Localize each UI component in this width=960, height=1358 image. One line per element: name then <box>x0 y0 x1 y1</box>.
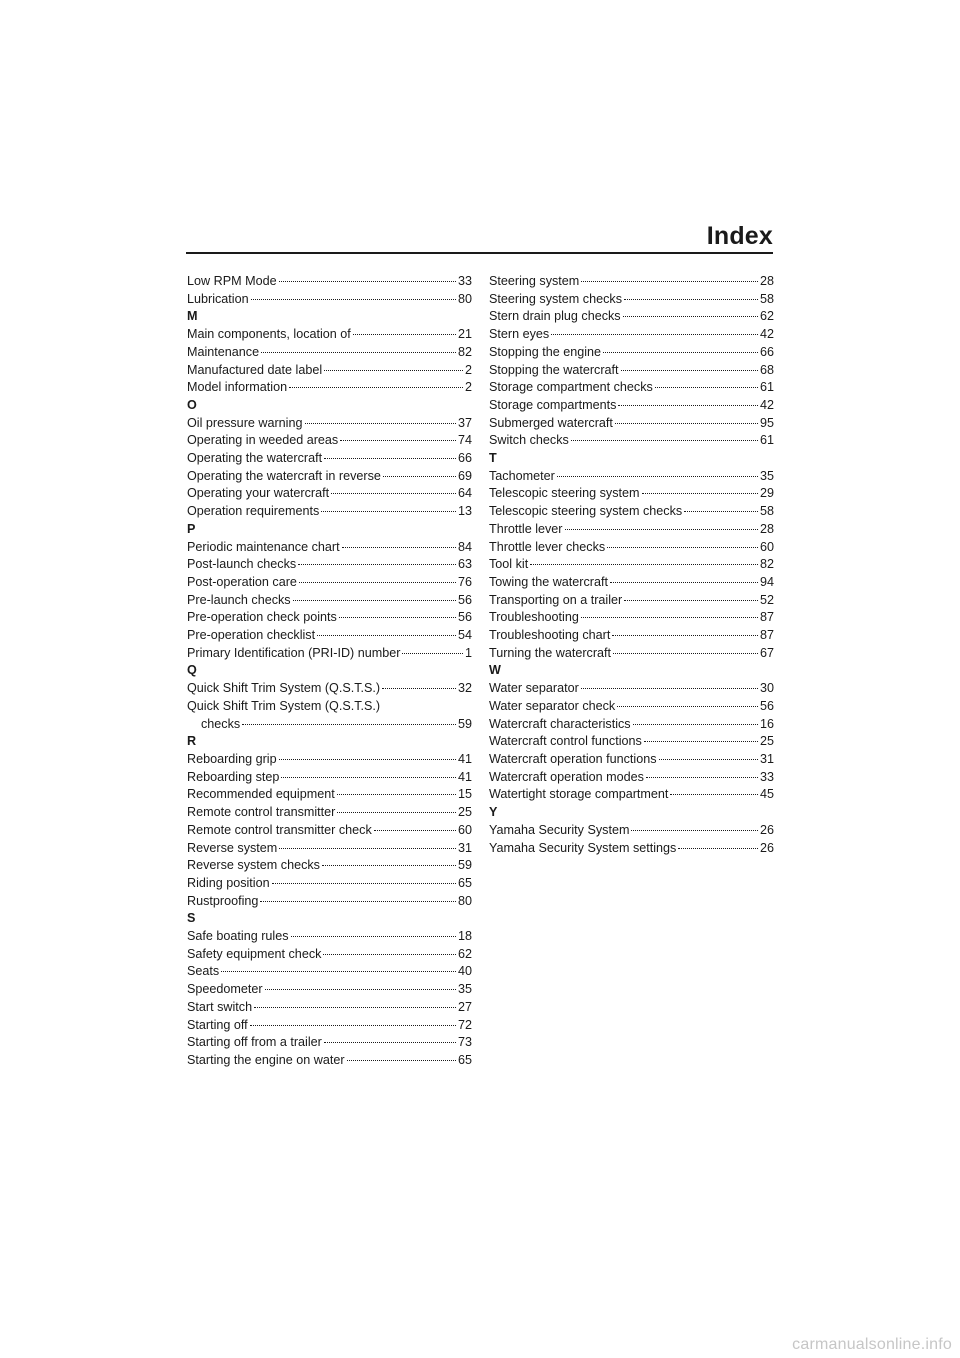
index-entry-page: 54 <box>457 628 472 643</box>
index-entry-page: 26 <box>759 840 774 855</box>
index-entry <box>187 291 472 309</box>
leader-dots <box>557 476 758 477</box>
index-letter-heading: M <box>187 309 198 324</box>
index-entry-page: 82 <box>759 557 774 572</box>
index-entry-label: Reboarding step <box>187 769 280 784</box>
index-entry-label: Operating the watercraft <box>187 451 323 466</box>
watermark: carmanualsonline.info <box>792 1336 952 1353</box>
index-entry-page: 15 <box>457 787 472 802</box>
index-entry <box>489 485 774 503</box>
index-entry-page: 94 <box>759 574 774 589</box>
index-entry-page: 80 <box>457 291 472 306</box>
index-entry <box>489 627 774 645</box>
leader-dots <box>530 564 758 565</box>
index-entry <box>489 539 774 557</box>
index-entry <box>187 415 472 433</box>
leader-dots <box>571 440 758 441</box>
leader-dots <box>324 1042 456 1043</box>
leader-dots <box>607 547 758 548</box>
index-entry <box>187 362 472 380</box>
leader-dots <box>347 1060 456 1061</box>
index-entry-page: 63 <box>457 557 472 572</box>
index-entry-page: 41 <box>457 769 472 784</box>
leader-dots <box>317 635 456 636</box>
index-entry-page: 95 <box>759 415 774 430</box>
index-entry-page: 31 <box>457 840 472 855</box>
index-entry-page: 62 <box>759 309 774 324</box>
leader-dots <box>624 299 758 300</box>
index-entry <box>489 592 774 610</box>
leader-dots <box>337 794 456 795</box>
index-letter-heading: W <box>489 663 501 678</box>
index-entry <box>489 521 774 539</box>
index-letter-heading: Y <box>489 805 498 820</box>
leader-dots <box>251 299 456 300</box>
leader-dots <box>684 511 758 512</box>
index-entry <box>187 1034 472 1052</box>
leader-dots <box>603 352 758 353</box>
index-entry <box>489 786 774 804</box>
leader-dots <box>272 883 456 884</box>
leader-dots <box>324 458 456 459</box>
index-entry-page: 65 <box>457 1052 472 1067</box>
index-entry-page: 68 <box>759 362 774 377</box>
index-entry <box>489 415 774 433</box>
leader-dots <box>402 653 463 654</box>
index-entry <box>187 857 472 875</box>
index-entry <box>489 503 774 521</box>
index-entry-label: Oil pressure warning <box>187 415 303 430</box>
leader-dots <box>342 547 456 548</box>
index-entry-page: 41 <box>457 751 472 766</box>
index-entry <box>489 751 774 769</box>
index-entry-label: Starting off <box>187 1017 248 1032</box>
index-entry <box>187 946 472 964</box>
index-entry <box>489 291 774 309</box>
index-entry-page: 61 <box>759 380 774 395</box>
leader-dots <box>291 936 456 937</box>
index-entry-page: 30 <box>759 681 774 696</box>
index-entry-label: Starting the engine on water <box>187 1052 345 1067</box>
leader-dots <box>613 653 758 654</box>
leader-dots <box>581 688 758 689</box>
index-entry-label: Telescopic steering system checks <box>489 504 683 519</box>
index-entry-page: 80 <box>457 893 472 908</box>
index-entry <box>187 379 472 397</box>
index-entry-label: Lubrication <box>187 291 249 306</box>
leader-dots <box>324 370 463 371</box>
index-entry-page: 31 <box>759 751 774 766</box>
index-entry <box>489 397 774 415</box>
index-entry-page: 82 <box>457 344 472 359</box>
leader-dots <box>374 830 456 831</box>
index-entry-label: Watercraft operation functions <box>489 751 657 766</box>
index-letter-heading: R <box>187 734 197 749</box>
index-entry <box>187 1052 472 1070</box>
leader-dots <box>565 529 758 530</box>
index-entry-label: Steering system <box>489 274 580 288</box>
leader-dots <box>305 423 456 424</box>
leader-dots <box>254 1007 456 1008</box>
index-entry <box>187 928 472 946</box>
page-title: Index <box>706 222 773 250</box>
leader-dots <box>298 564 456 565</box>
index-entry-page: 72 <box>457 1017 472 1032</box>
leader-dots <box>339 617 456 618</box>
index-entry <box>187 344 472 362</box>
index-entry-label: Towing the watercraft <box>489 574 608 589</box>
title-rule <box>186 252 773 254</box>
index-entry-label: Steering system checks <box>489 291 622 306</box>
leader-dots <box>299 582 456 583</box>
index-entry <box>187 981 472 999</box>
index-entry-label: Submerged watercraft <box>489 415 613 430</box>
index-entry-page: 56 <box>457 610 472 625</box>
index-column-right <box>489 273 774 857</box>
index-entry-label: Seats <box>187 964 220 979</box>
index-entry <box>489 645 774 663</box>
leader-dots <box>610 582 758 583</box>
index-letter-heading: P <box>187 521 196 536</box>
index-entry-label: Remote control transmitter <box>187 805 336 820</box>
index-entry-page: 66 <box>759 344 774 359</box>
leader-dots <box>624 600 758 601</box>
index-entry <box>187 1017 472 1035</box>
index-entry-page: 2 <box>464 362 472 377</box>
index-entry-label: Turning the watercraft <box>489 645 612 660</box>
index-entry-page: 76 <box>457 574 472 589</box>
index-entry-page: 61 <box>759 433 774 448</box>
index-entry-label: Watercraft characteristics <box>489 716 631 731</box>
index-entry <box>489 379 774 397</box>
leader-dots <box>383 476 456 477</box>
leader-dots <box>260 901 456 902</box>
index-entry <box>187 609 472 627</box>
index-entry-label: Maintenance <box>187 344 260 359</box>
index-entry-label: Safe boating rules <box>187 929 289 944</box>
leader-dots <box>331 493 456 494</box>
leader-dots <box>646 777 758 778</box>
leader-dots <box>279 281 456 282</box>
index-entry <box>489 344 774 362</box>
index-entry-page: 13 <box>457 504 472 519</box>
index-entry <box>489 273 774 291</box>
index-entry-label: Manufactured date label <box>187 362 323 377</box>
index-entry <box>187 273 472 291</box>
index-entry <box>489 716 774 734</box>
index-entry-label: Throttle lever <box>489 521 563 536</box>
leader-dots <box>581 617 758 618</box>
index-entry-label: Quick Shift Trim System (Q.S.T.S.) <box>187 681 381 696</box>
leader-dots <box>265 989 456 990</box>
index-entry <box>489 468 774 486</box>
index-entry-label: Storage compartments <box>489 397 617 412</box>
index-entry-label: Operating your watercraft <box>187 486 330 501</box>
index-letter-heading: O <box>187 397 197 412</box>
index-entry <box>489 308 774 326</box>
index-entry-label: Post-launch checks <box>187 557 297 572</box>
leader-dots <box>581 281 758 282</box>
leader-dots <box>279 759 456 760</box>
leader-dots <box>621 370 758 371</box>
index-entry-label: Troubleshooting <box>489 610 579 625</box>
leader-dots <box>642 493 758 494</box>
index-entry-page: 45 <box>759 787 774 802</box>
leader-dots <box>293 600 456 601</box>
index-entry-label: Troubleshooting chart <box>489 628 611 643</box>
index-entry-label: Water separator <box>489 681 579 696</box>
index-entry-page: 59 <box>457 716 472 731</box>
leader-dots <box>644 741 758 742</box>
index-entry-label: Riding position <box>187 875 270 890</box>
index-entry-label: Low RPM Mode <box>187 274 277 288</box>
index-entry <box>187 556 472 574</box>
index-entry <box>187 822 472 840</box>
leader-dots <box>261 352 456 353</box>
index-entry-label: Starting off from a trailer <box>187 1035 322 1050</box>
index-entry-page: 74 <box>457 433 472 448</box>
index-entry-label: Watercraft operation modes <box>489 769 644 784</box>
index-entry <box>489 733 774 751</box>
index-entry <box>489 432 774 450</box>
index-entry-label: Watertight storage compartment <box>489 787 669 802</box>
index-entry-page: 42 <box>759 397 774 412</box>
index-entry-label: Water separator check <box>489 698 616 713</box>
index-entry-page: 66 <box>457 451 472 466</box>
index-entry <box>187 592 472 610</box>
index-entry <box>187 999 472 1017</box>
index-entry <box>187 645 472 663</box>
index-entry-label: Throttle lever checks <box>489 539 606 554</box>
index-entry-page: 62 <box>457 946 472 961</box>
leader-dots <box>281 777 456 778</box>
index-entry <box>489 840 774 858</box>
leader-dots <box>242 724 456 725</box>
index-entry-label: Post-operation care <box>187 574 297 589</box>
index-entry <box>187 468 472 486</box>
leader-dots <box>353 334 456 335</box>
leader-dots <box>655 387 758 388</box>
index-entry-page: 42 <box>759 327 774 342</box>
leader-dots <box>618 405 758 406</box>
index-entry-page: 52 <box>759 592 774 607</box>
index-entry-page: 28 <box>759 274 774 288</box>
leader-dots <box>670 794 758 795</box>
leader-dots <box>221 971 456 972</box>
index-entry <box>187 432 472 450</box>
index-entry-page: 73 <box>457 1035 472 1050</box>
index-entry <box>489 326 774 344</box>
leader-dots <box>615 423 758 424</box>
leader-dots <box>382 688 456 689</box>
index-entry-label: Operating in weeded areas <box>187 433 339 448</box>
index-entry-label: Storage compartment checks <box>489 380 653 395</box>
index-entry-page: 27 <box>457 999 472 1014</box>
index-entry <box>187 450 472 468</box>
index-entry-label: Speedometer <box>187 982 263 997</box>
index-entry-label: Stern eyes <box>489 327 550 342</box>
index-entry-label: Switch checks <box>489 433 569 448</box>
index-entry-page: 58 <box>759 291 774 306</box>
index-entry-label: Reboarding grip <box>187 751 277 766</box>
index-entry-page: 16 <box>759 716 774 731</box>
index-entry <box>187 751 472 769</box>
index-entry <box>489 680 774 698</box>
index-entry-page: 65 <box>457 875 472 890</box>
index-entry-label: Watercraft control functions <box>489 734 642 749</box>
index-entry-label: Quick Shift Trim System (Q.S.T.S.) <box>187 698 381 713</box>
index-entry-page: 29 <box>759 486 774 501</box>
index-entry <box>187 840 472 858</box>
index-entry-label: Telescopic steering system <box>489 486 640 501</box>
index-entry <box>187 893 472 911</box>
index-entry <box>187 680 472 698</box>
leader-dots <box>323 954 456 955</box>
index-entry-label: Stopping the engine <box>489 344 602 359</box>
index-entry <box>187 539 472 557</box>
index-entry-page: 35 <box>759 468 774 483</box>
index-entry <box>489 556 774 574</box>
index-entry-label: Yamaha Security System <box>489 822 630 837</box>
index-entry <box>187 769 472 787</box>
index-entry-label: Operating the watercraft in reverse <box>187 468 381 483</box>
index-entry-label: Stopping the watercraft <box>489 362 619 377</box>
leader-dots <box>250 1025 456 1026</box>
index-entry <box>187 963 472 981</box>
index-entry-page: 64 <box>457 486 472 501</box>
index-entry-page: 33 <box>457 274 472 288</box>
index-entry-label: Pre-operation checklist <box>187 628 316 643</box>
index-entry <box>187 485 472 503</box>
leader-dots <box>337 812 456 813</box>
leader-dots <box>631 830 758 831</box>
index-entry-label: Reverse system checks <box>187 858 320 873</box>
leader-dots <box>551 334 758 335</box>
index-entry-label: Pre-operation check points <box>187 610 337 625</box>
index-entry-page: 69 <box>457 468 472 483</box>
index-letter-heading: S <box>187 911 196 926</box>
leader-dots <box>279 848 456 849</box>
index-entry-page: 84 <box>457 539 472 554</box>
index-entry <box>489 698 774 716</box>
index-entry <box>489 574 774 592</box>
index-entry-continuation <box>187 716 472 734</box>
index-entry-page: 59 <box>457 858 472 873</box>
index-entry-page: 87 <box>759 610 774 625</box>
leader-dots <box>623 316 758 317</box>
index-entry <box>187 627 472 645</box>
leader-dots <box>612 635 758 636</box>
index-entry-label: Reverse system <box>187 840 278 855</box>
index-entry-page: 87 <box>759 628 774 643</box>
index-entry-page: 25 <box>759 734 774 749</box>
leader-dots <box>678 848 758 849</box>
leader-dots <box>289 387 463 388</box>
index-entry-page: 25 <box>457 805 472 820</box>
index-entry-label: Tachometer <box>489 468 555 483</box>
index-entry <box>187 786 472 804</box>
index-entry <box>187 574 472 592</box>
index-entry-page: 28 <box>759 521 774 536</box>
index-entry-page: 21 <box>457 327 472 342</box>
index-column-left <box>187 273 472 1070</box>
index-entry-page: 32 <box>457 681 472 696</box>
index-entry-label: Tool kit <box>489 557 529 572</box>
leader-dots <box>321 511 456 512</box>
leader-dots <box>340 440 456 441</box>
index-entry-page: 58 <box>759 504 774 519</box>
index-entry <box>187 503 472 521</box>
index-entry-label: Model information <box>187 380 288 395</box>
index-entry <box>489 822 774 840</box>
index-entry-page: 2 <box>464 380 472 395</box>
index-entry-page: 67 <box>759 645 774 660</box>
index-entry-label: Pre-launch checks <box>187 592 291 607</box>
index-entry-label: Stern drain plug checks <box>489 309 621 324</box>
index-entry <box>489 769 774 787</box>
index-entry-label-cont: checks <box>201 716 241 731</box>
leader-dots <box>633 724 758 725</box>
index-entry-label: Rustproofing <box>187 893 259 908</box>
index-letter-heading: Q <box>187 663 197 678</box>
leader-dots <box>659 759 758 760</box>
index-entry-page: 33 <box>759 769 774 784</box>
index-entry-page: 56 <box>457 592 472 607</box>
index-entry-label: Safety equipment check <box>187 946 322 961</box>
index-entry-page: 56 <box>759 698 774 713</box>
leader-dots <box>617 706 758 707</box>
index-entry-label: Yamaha Security System settings <box>489 840 677 855</box>
index-entry-label: Start switch <box>187 999 253 1014</box>
index-letter-heading: T <box>489 451 497 466</box>
index-entry-page: 60 <box>457 822 472 837</box>
index-entry-page: 35 <box>457 982 472 997</box>
index-entry <box>489 362 774 380</box>
index-entry-label: Primary Identification (PRI-ID) number <box>187 645 401 660</box>
index-entry-wrapped <box>187 698 472 733</box>
index-entry-label: Periodic maintenance chart <box>187 539 340 554</box>
index-entry-page: 1 <box>464 645 472 660</box>
index-entry-label: Transporting on a trailer <box>489 592 623 607</box>
index-entry-page: 37 <box>457 415 472 430</box>
index-entry <box>187 875 472 893</box>
index-entry-page: 18 <box>457 929 472 944</box>
index-entry-label: Remote control transmitter check <box>187 822 372 837</box>
index-entry-page: 60 <box>759 539 774 554</box>
index-entry <box>489 609 774 627</box>
index-entry <box>187 804 472 822</box>
index-entry-label: Main components, location of <box>187 327 351 342</box>
index-entry-page: 26 <box>759 822 774 837</box>
index-entry-page: 40 <box>457 964 472 979</box>
index-entry <box>187 326 472 344</box>
index-entry-label: Operation requirements <box>187 504 320 519</box>
leader-dots <box>322 865 456 866</box>
index-entry-label: Recommended equipment <box>187 787 335 802</box>
